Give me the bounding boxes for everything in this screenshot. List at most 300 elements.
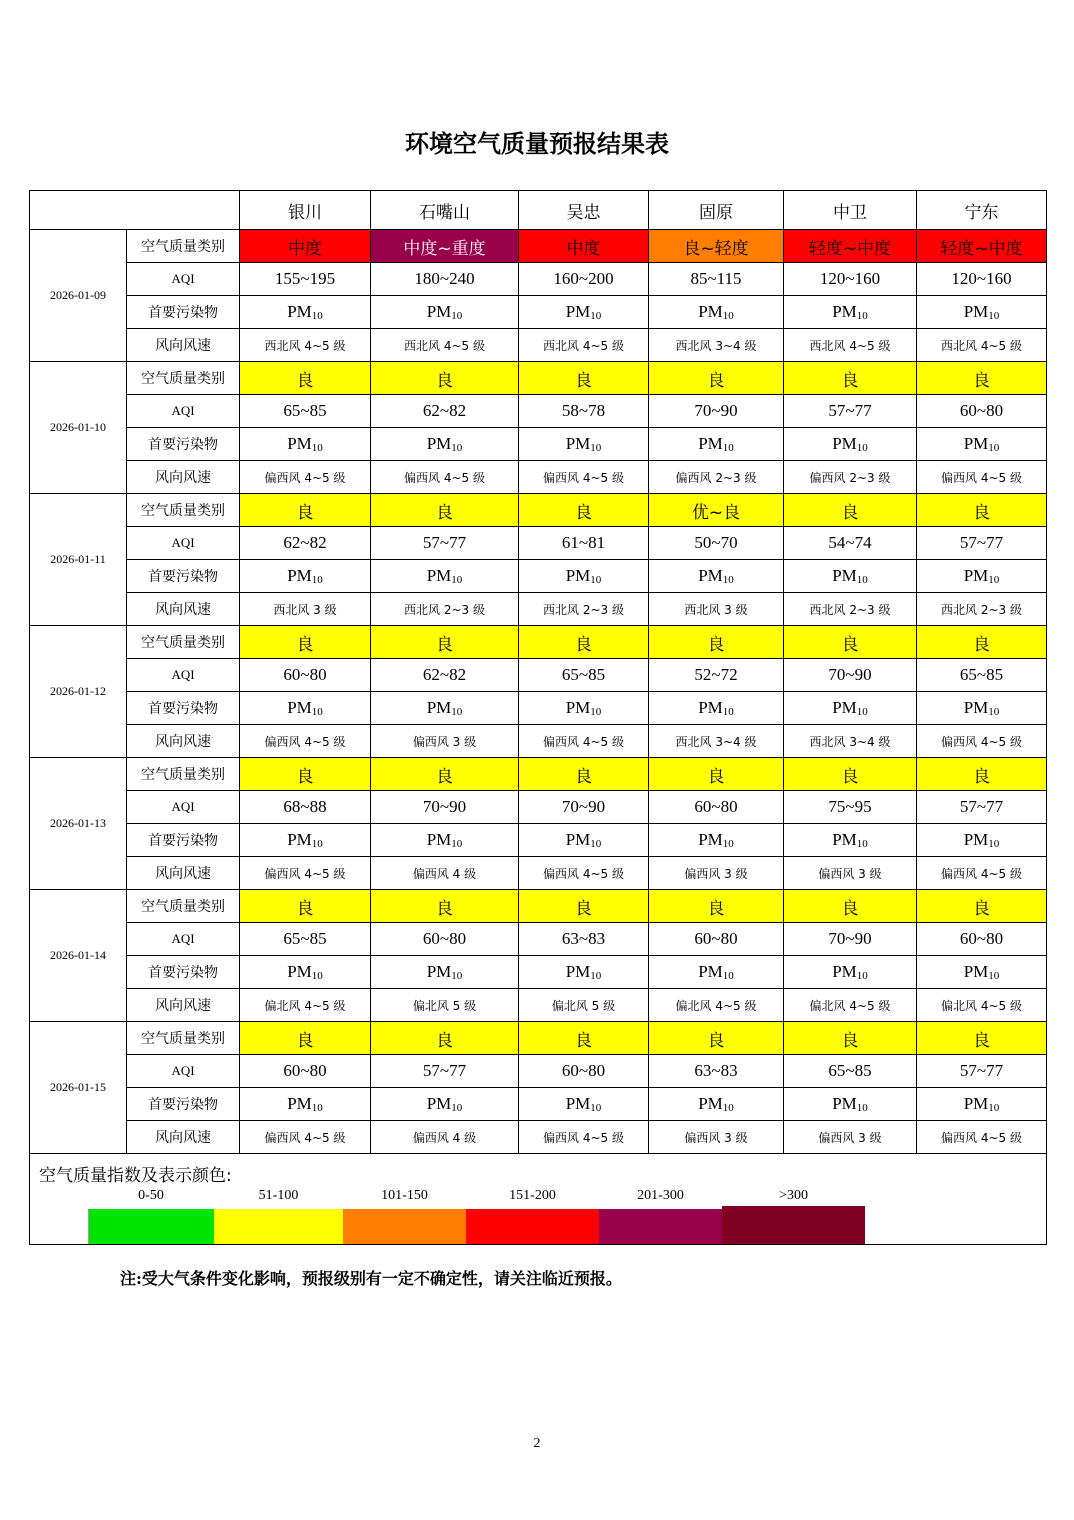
category-cell: 良 — [784, 362, 917, 395]
pollutant-base: PM — [426, 302, 452, 321]
aqi-cell: 65~85 — [240, 395, 371, 428]
page-number: 2 — [533, 1436, 541, 1451]
forecast-date: 2026-01-09 — [30, 230, 127, 362]
row-label-pollutant: 首要污染物 — [127, 560, 240, 593]
aqi-cell: 70~90 — [784, 923, 917, 956]
row-label-category: 空气质量类别 — [127, 362, 240, 395]
pollutant-cell — [371, 1088, 519, 1121]
pollutant-base: PM — [565, 434, 591, 453]
forecast-date: 2026-01-14 — [30, 890, 127, 1022]
pollutant-base: PM — [963, 830, 989, 849]
category-cell: 良 — [917, 890, 1047, 923]
aqi-cell: 65~85 — [519, 659, 649, 692]
wind-cell: 偏西风 4~5 级 — [917, 725, 1047, 758]
row-label-aqi: AQI — [127, 395, 240, 428]
forecast-date: 2026-01-11 — [30, 494, 127, 626]
forecast-date: 2026-01-12 — [30, 626, 127, 758]
pollutant-cell — [917, 560, 1047, 593]
pollutant-base: PM — [287, 302, 312, 321]
row-label-pollutant: 首要污染物 — [127, 296, 240, 329]
forecast-row-category — [30, 362, 1047, 395]
wind-cell: 西北风 4~5 级 — [519, 329, 649, 362]
forecast-row-pollutant — [30, 296, 1047, 329]
wind-cell: 偏西风 4~5 级 — [519, 461, 649, 494]
aqi-cell: 60~80 — [649, 923, 784, 956]
wind-cell: 西北风 3~4 级 — [649, 725, 784, 758]
wind-cell: 偏西风 4~5 级 — [240, 461, 371, 494]
wind-cell: 西北风 2~3 级 — [519, 593, 649, 626]
forecast-row-aqi — [30, 527, 1047, 560]
aqi-cell: 57~77 — [371, 1055, 519, 1088]
pollutant-cell — [649, 296, 784, 329]
wind-cell: 西北风 3 级 — [240, 593, 371, 626]
pollutant-base: PM — [565, 566, 591, 585]
pollutant-subscript: 10 — [722, 574, 734, 586]
pollutant-cell — [240, 692, 371, 725]
aqi-cell: 50~70 — [649, 527, 784, 560]
forecast-row-category — [30, 890, 1047, 923]
category-cell: 良 — [240, 626, 371, 659]
aqi-cell: 65~85 — [917, 659, 1047, 692]
wind-cell: 西北风 4~5 级 — [240, 329, 371, 362]
pollutant-cell — [784, 824, 917, 857]
wind-cell: 偏西风 4~5 级 — [519, 725, 649, 758]
pollutant-cell — [649, 692, 784, 725]
pollutant-base: PM — [963, 1094, 989, 1113]
forecast-row-pollutant — [30, 824, 1047, 857]
category-cell: 良 — [519, 1022, 649, 1055]
forecast-row-pollutant — [30, 560, 1047, 593]
aqi-cell: 63~83 — [649, 1055, 784, 1088]
category-cell: 优~良 — [649, 494, 784, 527]
aqi-cell: 160~200 — [519, 263, 649, 296]
category-cell: 良 — [371, 626, 519, 659]
pollutant-base: PM — [426, 830, 452, 849]
pollutant-subscript: 10 — [311, 442, 323, 454]
row-label-pollutant: 首要污染物 — [127, 428, 240, 461]
pollutant-cell — [371, 692, 519, 725]
forecast-row-pollutant — [30, 692, 1047, 725]
wind-cell: 偏西风 2~3 级 — [784, 461, 917, 494]
wind-cell: 偏西风 3 级 — [784, 1121, 917, 1154]
forecast-row-aqi — [30, 659, 1047, 692]
pollutant-base: PM — [426, 1094, 452, 1113]
aqi-cell: 60~80 — [240, 659, 371, 692]
forecast-note: 注:受大气条件变化影响，预报级别有一定不确定性，请关注临近预报。 — [120, 1269, 622, 1288]
legend-range-label: 51-100 — [258, 1188, 299, 1203]
pollutant-subscript: 10 — [722, 1102, 734, 1114]
row-label-pollutant: 首要污染物 — [127, 824, 240, 857]
pollutant-cell — [371, 296, 519, 329]
legend-range-label: 201-300 — [637, 1188, 684, 1203]
legend-range-label: 101-150 — [381, 1188, 428, 1203]
category-cell: 良 — [649, 362, 784, 395]
forecast-row-wind — [30, 1121, 1047, 1154]
aqi-cell: 58~78 — [519, 395, 649, 428]
wind-cell: 偏西风 3 级 — [649, 1121, 784, 1154]
pollutant-cell — [917, 692, 1047, 725]
pollutant-base: PM — [565, 962, 591, 981]
pollutant-base: PM — [832, 434, 857, 453]
category-cell: 良 — [917, 362, 1047, 395]
forecast-row-aqi — [30, 923, 1047, 956]
category-cell: 良 — [917, 758, 1047, 791]
wind-cell: 偏西风 4~5 级 — [371, 461, 519, 494]
row-label-wind: 风向风速 — [127, 857, 240, 890]
row-label-aqi: AQI — [127, 263, 240, 296]
category-cell: 轻度~中度 — [917, 230, 1047, 263]
aqi-cell: 60~80 — [917, 395, 1047, 428]
category-cell: 良 — [649, 626, 784, 659]
forecast-row-pollutant — [30, 428, 1047, 461]
pollutant-base: PM — [832, 830, 857, 849]
pollutant-base: PM — [287, 830, 312, 849]
wind-cell: 西北风 4~5 级 — [371, 329, 519, 362]
aqi-cell: 155~195 — [240, 263, 371, 296]
city-header: 吴忠 — [519, 191, 649, 230]
row-label-aqi: AQI — [127, 791, 240, 824]
legend-swatch-yellow — [214, 1209, 343, 1244]
wind-cell: 西北风 4~5 级 — [917, 329, 1047, 362]
pollutant-subscript: 10 — [311, 838, 323, 850]
header-row — [30, 191, 1047, 230]
wind-cell: 偏西风 4~5 级 — [519, 1121, 649, 1154]
pollutant-cell — [917, 956, 1047, 989]
pollutant-cell — [519, 296, 649, 329]
wind-cell: 偏西风 4~5 级 — [240, 725, 371, 758]
row-label-aqi: AQI — [127, 923, 240, 956]
page-title: 环境空气质量预报结果表 — [405, 129, 669, 158]
category-cell: 轻度~中度 — [784, 230, 917, 263]
pollutant-subscript: 10 — [988, 838, 1000, 850]
category-cell: 良 — [519, 758, 649, 791]
pollutant-cell — [649, 1088, 784, 1121]
aqi-cell: 57~77 — [784, 395, 917, 428]
pollutant-cell — [917, 296, 1047, 329]
pollutant-subscript: 10 — [722, 838, 734, 850]
wind-cell: 偏北风 5 级 — [371, 989, 519, 1022]
row-label-wind: 风向风速 — [127, 461, 240, 494]
pollutant-subscript: 10 — [451, 310, 463, 322]
wind-cell: 西北风 3~4 级 — [784, 725, 917, 758]
row-label-aqi: AQI — [127, 659, 240, 692]
pollutant-subscript: 10 — [722, 442, 734, 454]
pollutant-base: PM — [832, 566, 857, 585]
row-label-aqi: AQI — [127, 527, 240, 560]
category-cell: 良 — [917, 1022, 1047, 1055]
pollutant-cell — [784, 956, 917, 989]
header-corner — [30, 191, 240, 230]
pollutant-subscript: 10 — [988, 1102, 1000, 1114]
forecast-row-wind — [30, 461, 1047, 494]
category-cell: 良 — [784, 1022, 917, 1055]
legend-range-label: 0-50 — [138, 1188, 164, 1203]
row-label-category: 空气质量类别 — [127, 230, 240, 263]
pollutant-subscript: 10 — [722, 310, 734, 322]
row-label-pollutant: 首要污染物 — [127, 692, 240, 725]
pollutant-subscript: 10 — [451, 574, 463, 586]
legend-swatch-orange — [343, 1209, 466, 1244]
aqi-cell: 70~90 — [784, 659, 917, 692]
category-cell: 良 — [240, 758, 371, 791]
wind-cell: 西北风 2~3 级 — [784, 593, 917, 626]
pollutant-cell — [371, 956, 519, 989]
row-label-wind: 风向风速 — [127, 1121, 240, 1154]
category-cell: 良 — [240, 1022, 371, 1055]
pollutant-base: PM — [287, 698, 312, 717]
aqi-cell: 60~80 — [240, 1055, 371, 1088]
category-cell: 良 — [240, 362, 371, 395]
aqi-cell: 60~80 — [519, 1055, 649, 1088]
aqi-cell: 85~115 — [649, 263, 784, 296]
wind-cell: 偏西风 2~3 级 — [649, 461, 784, 494]
forecast-row-aqi — [30, 1055, 1047, 1088]
legend-swatch-maroon — [722, 1206, 865, 1244]
pollutant-base: PM — [565, 698, 591, 717]
forecast-row-wind — [30, 329, 1047, 362]
pollutant-base: PM — [832, 698, 857, 717]
aqi-cell: 70~90 — [519, 791, 649, 824]
pollutant-base: PM — [287, 434, 312, 453]
pollutant-subscript: 10 — [856, 970, 868, 982]
pollutant-cell — [917, 428, 1047, 461]
row-label-pollutant: 首要污染物 — [127, 956, 240, 989]
forecast-row-wind — [30, 593, 1047, 626]
category-cell: 良 — [371, 890, 519, 923]
pollutant-cell — [649, 824, 784, 857]
row-label-category: 空气质量类别 — [127, 758, 240, 791]
aqi-cell: 68~88 — [240, 791, 371, 824]
wind-cell: 偏北风 4~5 级 — [917, 989, 1047, 1022]
aqi-cell: 180~240 — [371, 263, 519, 296]
pollutant-cell — [917, 824, 1047, 857]
pollutant-cell — [784, 560, 917, 593]
category-cell: 良 — [917, 626, 1047, 659]
pollutant-cell — [519, 692, 649, 725]
forecast-row-category — [30, 1022, 1047, 1055]
pollutant-subscript: 10 — [856, 574, 868, 586]
forecast-row-pollutant — [30, 956, 1047, 989]
row-label-aqi: AQI — [127, 1055, 240, 1088]
pollutant-subscript: 10 — [988, 310, 1000, 322]
forecast-date: 2026-01-13 — [30, 758, 127, 890]
pollutant-cell — [371, 824, 519, 857]
aqi-cell: 120~160 — [917, 263, 1047, 296]
pollutant-subscript: 10 — [988, 706, 1000, 718]
pollutant-base: PM — [287, 962, 312, 981]
category-cell: 良 — [784, 626, 917, 659]
pollutant-cell — [371, 560, 519, 593]
pollutant-base: PM — [565, 302, 591, 321]
pollutant-base: PM — [565, 830, 591, 849]
wind-cell: 西北风 2~3 级 — [371, 593, 519, 626]
wind-cell: 偏西风 4~5 级 — [917, 1121, 1047, 1154]
pollutant-cell — [784, 1088, 917, 1121]
pollutant-subscript: 10 — [988, 970, 1000, 982]
pollutant-base: PM — [287, 1094, 312, 1113]
category-cell: 良 — [649, 758, 784, 791]
pollutant-cell — [519, 824, 649, 857]
category-cell: 良 — [784, 758, 917, 791]
pollutant-base: PM — [963, 566, 989, 585]
pollutant-cell — [649, 428, 784, 461]
pollutant-cell — [784, 428, 917, 461]
pollutant-subscript: 10 — [988, 574, 1000, 586]
aqi-cell: 65~85 — [240, 923, 371, 956]
category-cell: 良 — [240, 494, 371, 527]
pollutant-cell — [649, 956, 784, 989]
forecast-row-aqi — [30, 263, 1047, 296]
pollutant-subscript: 10 — [311, 706, 323, 718]
pollutant-subscript: 10 — [856, 1102, 868, 1114]
legend-swatch-green — [88, 1209, 215, 1244]
wind-cell: 偏西风 4~5 级 — [917, 461, 1047, 494]
row-label-category: 空气质量类别 — [127, 890, 240, 923]
category-cell: 良 — [371, 362, 519, 395]
city-header: 固原 — [649, 191, 784, 230]
category-cell: 良 — [519, 890, 649, 923]
category-cell: 中度 — [240, 230, 371, 263]
pollutant-base: PM — [698, 830, 723, 849]
pollutant-cell — [917, 1088, 1047, 1121]
pollutant-base: PM — [698, 302, 723, 321]
pollutant-subscript: 10 — [856, 442, 868, 454]
row-label-category: 空气质量类别 — [127, 1022, 240, 1055]
pollutant-subscript: 10 — [311, 1102, 323, 1114]
aqi-cell: 60~80 — [649, 791, 784, 824]
city-header: 银川 — [240, 191, 371, 230]
pollutant-base: PM — [698, 566, 723, 585]
pollutant-subscript: 10 — [590, 706, 602, 718]
forecast-row-category — [30, 230, 1047, 263]
category-cell: 良 — [371, 494, 519, 527]
pollutant-subscript: 10 — [311, 970, 323, 982]
legend — [30, 1154, 1047, 1245]
aqi-cell: 57~77 — [917, 527, 1047, 560]
aqi-cell: 60~80 — [371, 923, 519, 956]
pollutant-subscript: 10 — [856, 310, 868, 322]
pollutant-base: PM — [698, 698, 723, 717]
category-cell: 良 — [519, 362, 649, 395]
wind-cell: 西北风 4~5 级 — [784, 329, 917, 362]
wind-cell: 偏西风 3 级 — [649, 857, 784, 890]
legend-title: 空气质量指数及表示颜色: — [39, 1166, 232, 1186]
forecast-row-wind — [30, 725, 1047, 758]
pollutant-cell — [240, 1088, 371, 1121]
forecast-row-aqi — [30, 395, 1047, 428]
pollutant-subscript: 10 — [451, 838, 463, 850]
wind-cell: 偏西风 4~5 级 — [519, 857, 649, 890]
wind-cell: 偏北风 4~5 级 — [649, 989, 784, 1022]
forecast-row-wind — [30, 857, 1047, 890]
row-label-wind: 风向风速 — [127, 593, 240, 626]
pollutant-cell — [649, 560, 784, 593]
pollutant-base: PM — [963, 962, 989, 981]
row-label-wind: 风向风速 — [127, 989, 240, 1022]
aqi-cell: 61~81 — [519, 527, 649, 560]
wind-cell: 偏西风 4 级 — [371, 857, 519, 890]
pollutant-base: PM — [426, 962, 452, 981]
pollutant-base: PM — [426, 566, 452, 585]
pollutant-base: PM — [426, 698, 452, 717]
category-cell: 良 — [917, 494, 1047, 527]
aqi-cell: 54~74 — [784, 527, 917, 560]
wind-cell: 偏西风 4~5 级 — [240, 1121, 371, 1154]
pollutant-subscript: 10 — [590, 442, 602, 454]
category-cell: 良 — [519, 494, 649, 527]
forecast-date: 2026-01-10 — [30, 362, 127, 494]
pollutant-subscript: 10 — [590, 574, 602, 586]
forecast-row-wind — [30, 989, 1047, 1022]
aqi-cell: 57~77 — [917, 791, 1047, 824]
pollutant-subscript: 10 — [451, 442, 463, 454]
aqi-cell: 63~83 — [519, 923, 649, 956]
row-label-pollutant: 首要污染物 — [127, 1088, 240, 1121]
wind-cell: 西北风 3 级 — [649, 593, 784, 626]
pollutant-cell — [784, 296, 917, 329]
row-label-wind: 风向风速 — [127, 725, 240, 758]
aqi-cell: 57~77 — [917, 1055, 1047, 1088]
pollutant-base: PM — [698, 1094, 723, 1113]
city-header: 宁东 — [917, 191, 1047, 230]
row-label-category: 空气质量类别 — [127, 626, 240, 659]
wind-cell: 偏北风 4~5 级 — [784, 989, 917, 1022]
category-cell: 良 — [371, 758, 519, 791]
aqi-cell: 75~95 — [784, 791, 917, 824]
aqi-cell: 57~77 — [371, 527, 519, 560]
forecast-row-category — [30, 494, 1047, 527]
pollutant-cell — [240, 296, 371, 329]
pollutant-subscript: 10 — [590, 310, 602, 322]
pollutant-subscript: 10 — [311, 574, 323, 586]
pollutant-subscript: 10 — [590, 970, 602, 982]
pollutant-base: PM — [832, 1094, 857, 1113]
aqi-cell: 52~72 — [649, 659, 784, 692]
pollutant-subscript: 10 — [451, 706, 463, 718]
pollutant-subscript: 10 — [590, 1102, 602, 1114]
pollutant-base: PM — [698, 962, 723, 981]
forecast-table — [29, 190, 1047, 1245]
aqi-cell: 70~90 — [649, 395, 784, 428]
forecast-row-category — [30, 758, 1047, 791]
forecast-row-category — [30, 626, 1047, 659]
wind-cell: 西北风 3~4 级 — [649, 329, 784, 362]
legend-swatch-purple — [599, 1209, 722, 1244]
pollutant-cell — [240, 956, 371, 989]
pollutant-subscript: 10 — [451, 970, 463, 982]
forecast-row-pollutant — [30, 1088, 1047, 1121]
legend-row — [30, 1154, 1047, 1245]
pollutant-cell — [371, 428, 519, 461]
pollutant-cell — [519, 1088, 649, 1121]
category-cell: 良 — [784, 890, 917, 923]
city-header: 石嘴山 — [371, 191, 519, 230]
pollutant-base: PM — [832, 302, 857, 321]
legend-swatch-red — [466, 1209, 599, 1244]
legend-range-label: 151-200 — [509, 1188, 556, 1203]
pollutant-base: PM — [698, 434, 723, 453]
pollutant-cell — [784, 692, 917, 725]
category-cell: 良 — [649, 890, 784, 923]
pollutant-base: PM — [963, 698, 989, 717]
pollutant-base: PM — [287, 566, 312, 585]
forecast-row-aqi — [30, 791, 1047, 824]
pollutant-subscript: 10 — [856, 706, 868, 718]
pollutant-subscript: 10 — [590, 838, 602, 850]
aqi-cell: 62~82 — [371, 395, 519, 428]
category-cell: 中度 — [519, 230, 649, 263]
pollutant-base: PM — [963, 302, 989, 321]
